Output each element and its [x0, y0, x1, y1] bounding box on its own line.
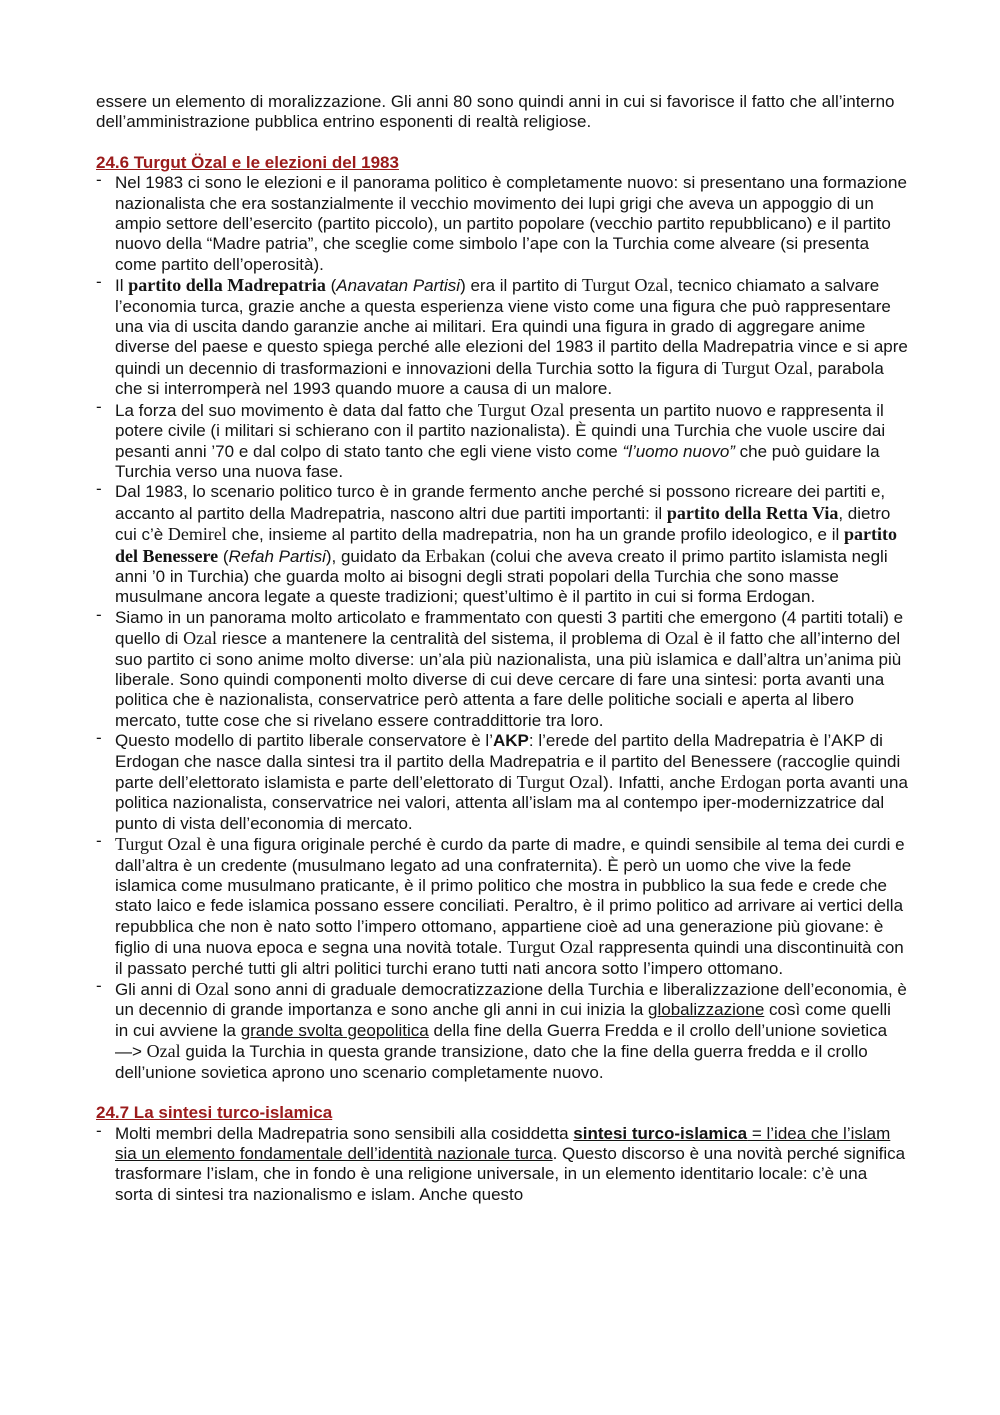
quote-text: “l’uomo nuovo”	[622, 441, 735, 461]
person-name: Turgut Ozal	[507, 937, 594, 958]
spacer	[96, 133, 908, 153]
party-name: partito della Retta Via	[666, 502, 839, 523]
party-acronym: AKP	[492, 731, 529, 751]
person-name: Ozal	[146, 1041, 181, 1062]
person-name: Ozal	[195, 979, 230, 1000]
person-name: Turgut Ozal	[477, 399, 565, 420]
person-name: Erbakan	[425, 545, 486, 566]
person-name: Erdogan	[720, 772, 782, 792]
underlined-term: grande svolta geopolitica	[240, 1020, 429, 1040]
list-item: - Nel 1983 ci sono le elezioni e il panorama politico è completamente nuovo: si presentano una formazione nazionalista che era sostanzialmente il vecchio movimento dei lupi grigi che aveva un appoggio di un ampio settore dell’esercito (partito piccolo), un partito popolare (vecchio partito repubblicano) e il partito nuovo della “Madre patria”, che sceglie come simbolo l’ape con la Turchia come alveare (si presenta come partito dell’operosità).	[96, 173, 908, 275]
section-heading-24-7: 24.7 La sintesi turco-islamica	[96, 1103, 333, 1123]
person-name: Ozal	[183, 628, 218, 649]
list-item: - Questo modello di partito liberale conservatore è l’AKP: l’erede del partito della Madrepatria è l’AKP di Erdogan che nasce dalla sintesi tra il partito della Madrepatria e il partito del Benessere (raccoglie quindi parte dell’elettorato islamista e parte dell’elettorato di Turgut Ozal). Infatti, anche Erdogan porta avanti una politica nazionalista, conservatrice nei valori, attenta all’islam ma al contempo iper-modernizzatrice dal punto di vista dell’economia di mercato.	[96, 731, 908, 834]
section-heading-24-6: 24.6 Turgut Özal e le elezioni del 1983	[96, 152, 399, 172]
person-name: Demirel	[167, 524, 227, 545]
person-name: Turgut Ozal	[721, 357, 809, 378]
key-term: sintesi turco-islamica	[573, 1123, 748, 1143]
person-name: Turgut Ozal	[516, 772, 604, 792]
person-name: Turgut Ozal	[115, 834, 202, 855]
underlined-term: globalizzazione	[648, 1000, 765, 1020]
intro-paragraph: essere un elemento di moralizzazione. Gli anni 80 sono quindi anni in cui si favorisce il fatto che all’interno dell’amministrazione pubblica entrino esponenti di realtà religiose.	[96, 92, 895, 132]
section-24-7-list	[96, 1124, 908, 1206]
list-item: - Dal 1983, lo scenario politico turco è in grande fermento anche perché si possono ricreare dei partiti e, accanto al partito della Madrepatria, nascono altri due partiti importanti: il partito della Retta Via, dietro cui c’è Demirel che, insieme al partito della madrepatria, non ha un grande profilo ideologico, e il partito del Benessere (Refah Partisi), guidato da Erbakan (colui che aveva creato il primo partito islamista negli anni ’0 in Turchia) che guarda molto ai bisogni degli strati popolari della Turchia che sono masse musulmane ancora legate a queste tradizioni; quest’ultimo è il partito in cui si forma Erdogan.	[96, 482, 908, 607]
party-turkish-name: Refah Partisi	[228, 546, 326, 566]
party-name: partito della Madrepatria	[128, 275, 326, 296]
list-item: - Molti membri della Madrepatria sono sensibili alla cosiddetta sintesi turco-islamica = l’idea che l’islam sia un elemento fondamentale dell’identità nazionale turca. Questo discorso è una novità perché significa trasformare l’islam, che in fondo è una religione universale, in un elemento identitario locale: c’è una sorta di sintesi tra nazionalismo e islam. Anche questo	[96, 1124, 908, 1206]
list-item: - La forza del suo movimento è data dal fatto che Turgut Ozal presenta un partito nuovo e rappresenta il potere civile (i militari si schierano con il partito nazionalista). È quindi una Turchia che vuole uscire dai pesanti anni ’70 e dal colpo di stato tanto che egli viene visto come “l’uomo nuovo” che può guidare la Turchia verso una nuova fase.	[96, 400, 908, 483]
section-24-6-list	[96, 173, 908, 1083]
document-page	[96, 92, 908, 1205]
party-turkish-name: Anavatan Partisi	[336, 276, 461, 296]
spacer	[96, 1083, 908, 1103]
person-name: Ozal	[664, 628, 699, 649]
list-item: - Gli anni di Ozal sono anni di graduale democratizzazione della Turchia e liberalizzazione dell’economia, è un decennio di grande importanza e sono anche gli anni in cui inizia la globalizzazione così come quelli in cui avviene la grande svolta geopolitica della fine della Guerra Fredda e il crollo dell’unione sovietica —> Ozal guida la Turchia in questa grande transizione, dato che la fine della guerra fredda e il crollo dell’unione sovietica aprono uno scenario completamente nuovo.	[96, 979, 908, 1083]
person-name: Turgut Ozal	[581, 275, 669, 296]
term-definition: = l’idea che l’islam sia un elemento fondamentale dell’identità nazionale turca	[115, 1123, 891, 1163]
party-name: partito del Benessere	[115, 524, 898, 566]
list-item: - Turgut Ozal è una figura originale perché è curdo da parte di madre, e quindi sensibile al tema dei curdi e dall’altra è un credente (musulmano legato ad una confraternita). È però un uomo che vive la fede islamica come musulmano praticante, è il primo politico che mostra in pubblico la sua fede e crede che stato laico e fede islamica possano essere conciliati. Peraltro, è il primo politico ad arrivare ai vertici della repubblica che non è nato sotto l’impero ottomano, appartiene cioè ad una generazione più giovane: è figlio di una nuova epoca e segna una novità totale. Turgut Ozal rappresenta quindi una discontinuità con il passato perché tutti gli altri politici turchi erano tutti nati ancora sotto l’impero ottomano.	[96, 834, 908, 979]
list-item: - Il partito della Madrepatria (Anavatan Partisi) era il partito di Turgut Ozal, tecnico chiamato a salvare l’economia turca, grazie anche a questa esperienza viene visto come una figura che può rappresentare una via di uscita dando garanzie anche ai militari. Era quindi una figura in grado di aggregare anime diverse del paese e questo spiega perché alle elezioni del 1983 il partito della Madrepatria vince e si apre quindi un decennio di trasformazioni e innovazioni della Turchia sotto la figura di Turgut Ozal, parabola che si interromperà nel 1993 quando muore a causa di un malore.	[96, 275, 908, 399]
list-item: - Siamo in un panorama molto articolato e frammentato con questi 3 partiti che emergono (4 partiti totali) e quello di Ozal riesce a mantenere la centralità del sistema, il problema di Ozal è il fatto che all’interno del suo partito ci sono anime molto diverse: un’ala più nazionalista, una più islamica e dall’altra un’anima più liberale. Sono quindi componenti molto diverse di cui deve cercare di fare una sintesi: porta avanti una politica che è nazionalista, conservatrice però attenta a fare delle politiche sociali e aperta al libero mercato, tutte cose che si rivelano essere contraddittorie tra loro.	[96, 608, 908, 731]
